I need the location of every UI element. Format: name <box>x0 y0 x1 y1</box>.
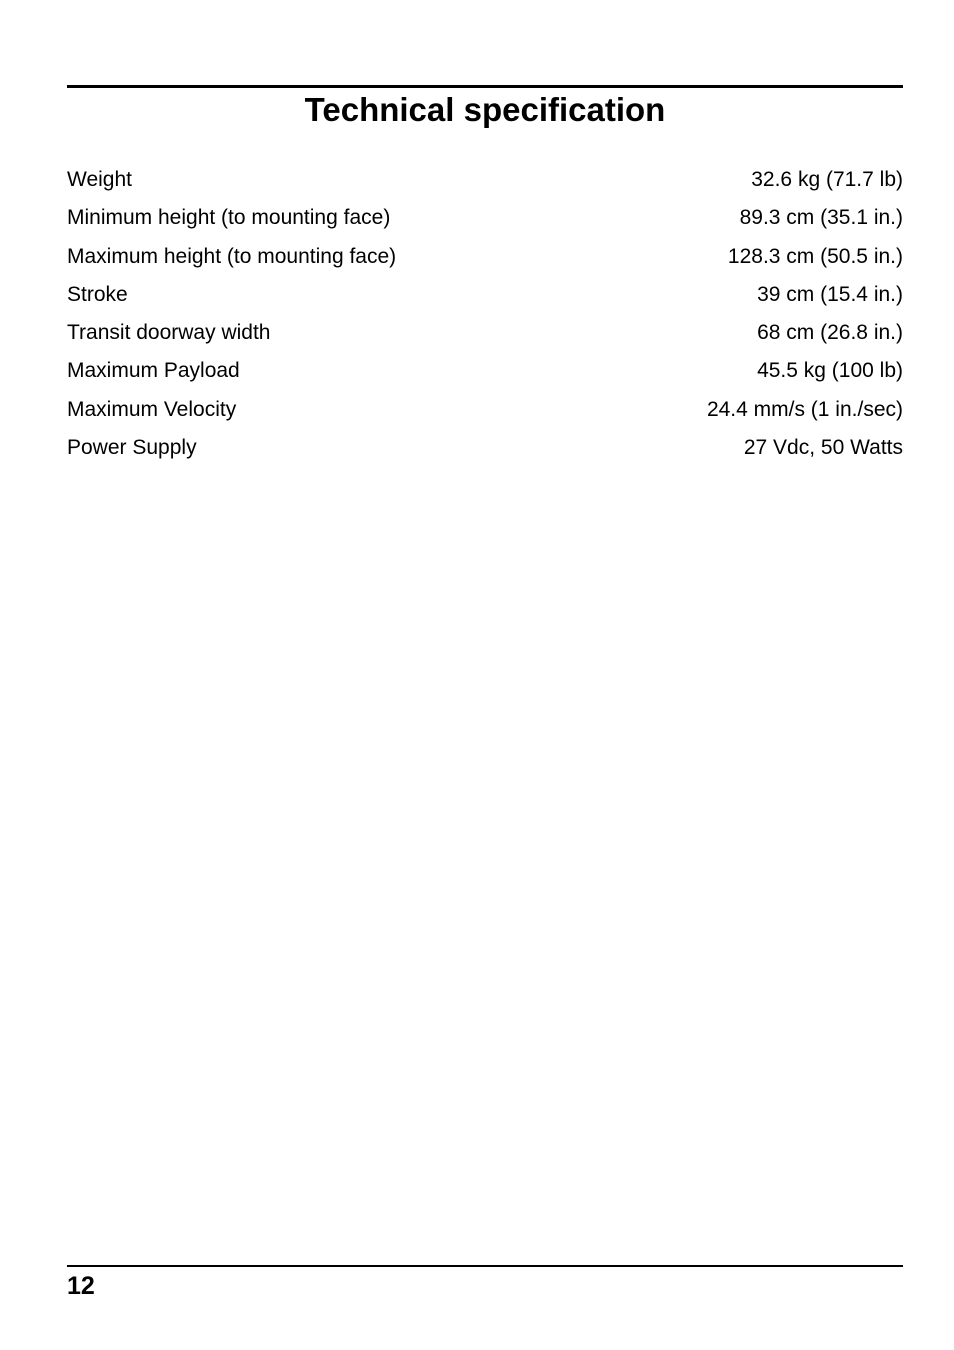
footer-rule <box>67 1265 903 1267</box>
spec-value: 39 cm (15.4 in.) <box>757 282 903 306</box>
spec-label: Minimum height (to mounting face) <box>67 206 391 230</box>
spec-row-maximum-payload <box>67 352 903 390</box>
spec-row-stroke <box>67 276 903 314</box>
spec-label: Stroke <box>67 282 128 306</box>
spec-label: Maximum height (to mounting face) <box>67 244 397 268</box>
spec-label: Maximum Payload <box>67 359 240 383</box>
spec-row-minimum-height <box>67 199 903 237</box>
spec-label: Transit doorway width <box>67 321 271 345</box>
page-title: Technical specification <box>304 91 666 128</box>
spec-value: 32.6 kg (71.7 lb) <box>751 168 903 191</box>
spec-row-power-supply <box>67 429 903 467</box>
spec-row-transit-doorway-width <box>67 314 903 352</box>
spec-row-weight <box>67 161 903 199</box>
spec-value: 68 cm (26.8 in.) <box>757 321 903 345</box>
spec-value: 89.3 cm (35.1 in.) <box>739 206 903 230</box>
spec-label: Power Supply <box>67 436 197 460</box>
spec-value: 128.3 cm (50.5 in.) <box>727 244 903 268</box>
spec-label: Maximum Velocity <box>67 397 237 421</box>
page-number: 12 <box>67 1272 95 1300</box>
spec-value: 27 Vdc, 50 Watts <box>743 436 903 460</box>
spec-value: 24.4 mm/s (1 in./sec) <box>706 397 903 421</box>
spec-row-maximum-height <box>67 238 903 276</box>
spec-value: 45.5 kg (100 lb) <box>757 359 903 383</box>
spec-label: Weight <box>67 168 132 191</box>
spec-table <box>67 161 903 467</box>
spec-row-maximum-velocity <box>67 391 903 429</box>
